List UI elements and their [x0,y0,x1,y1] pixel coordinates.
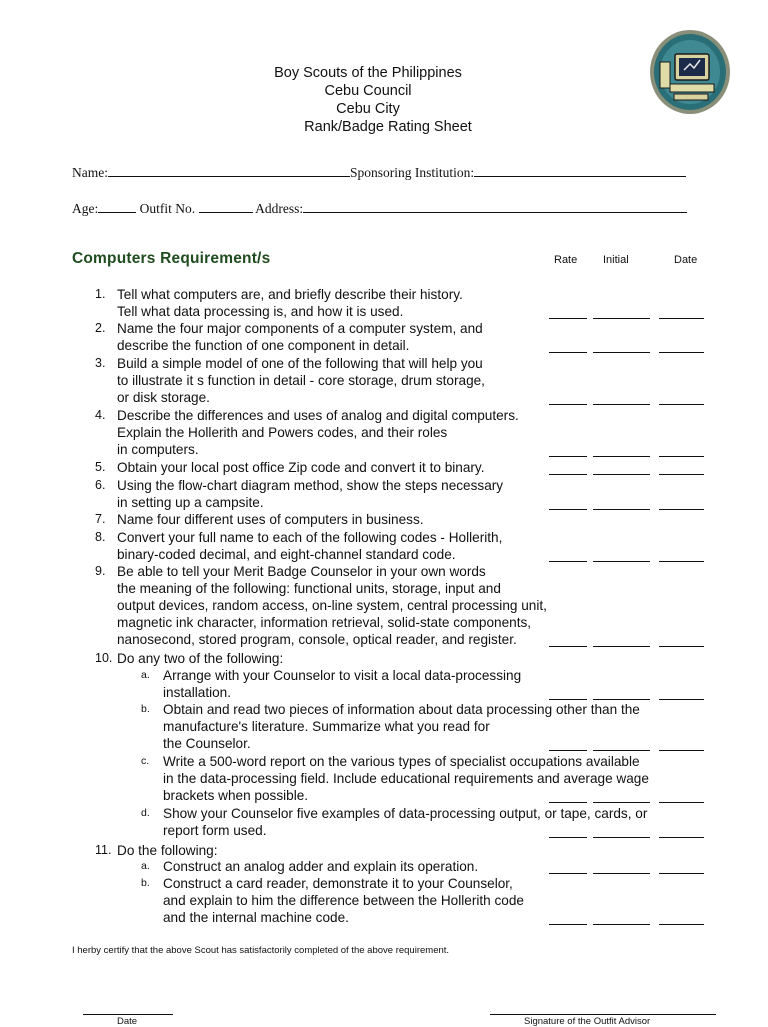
rating-initial-blank[interactable] [593,750,650,751]
requirement-text: or disk storage. [117,390,210,405]
requirement-text: Obtain your local post office Zip code and convert it to binary. [117,460,485,475]
requirement-text: the meaning of the following: functional units, storage, input and [117,581,501,596]
rating-blanks [549,509,705,511]
certification-text: I herby certify that the above Scout has satisfactorily completed of the above requirement. [72,945,450,956]
requirement-number: 8. [95,530,106,544]
requirement-text: to illustrate it s function in detail - core storage, drum storage, [117,373,485,388]
rating-rate-blank[interactable] [549,750,587,751]
requirement-text: output devices, random access, on-line system, central processing unit, [117,598,547,613]
requirement-text: and the internal machine code. [163,910,349,925]
requirement-text: Obtain and read two pieces of information about data processing other than the [163,702,640,717]
col-initial: Initial [603,254,629,266]
age-field[interactable] [98,198,136,213]
rating-initial-blank[interactable] [593,456,650,457]
date-signature-line[interactable] [83,1014,173,1015]
requirement-number: a. [141,669,150,681]
rating-date-blank[interactable] [659,456,704,457]
rating-date-blank[interactable] [659,352,704,353]
rating-blanks [549,456,705,458]
rating-initial-blank[interactable] [593,509,650,510]
requirement-number: 11. [95,843,112,857]
requirement-number: d. [141,807,150,819]
requirement-text: binary-coded decimal, and eight-channel standard code. [117,547,456,562]
requirement-text: in setting up a campsite. [117,495,264,510]
city-name: Cebu City [336,101,400,117]
advisor-signature-line[interactable] [490,1014,716,1015]
rating-rate-blank[interactable] [549,318,587,319]
rating-date-blank[interactable] [659,924,704,925]
org-name: Boy Scouts of the Philippines [274,65,462,81]
address-label: Address: [255,201,304,216]
rating-rate-blank[interactable] [549,404,587,405]
requirement-text: Tell what computers are, and briefly describe their history. [117,287,463,302]
rating-rate-blank[interactable] [549,924,587,925]
rating-blanks [549,873,705,875]
council-name: Cebu Council [324,83,412,99]
requirement-number: 3. [95,356,106,370]
rating-initial-blank[interactable] [593,837,650,838]
requirement-text: Construct an analog adder and explain its operation. [163,859,479,874]
sponsor-label: Sponsoring Institution: [350,165,475,180]
requirement-text: Construct a card reader, demonstrate it to your Counselor, [163,876,513,891]
rating-date-blank[interactable] [659,474,704,475]
requirement-text: installation. [163,685,232,700]
requirement-text: Tell what data processing is, and how it is used. [117,304,404,319]
section-title: Computers Requirement/s [72,250,271,267]
rating-date-blank[interactable] [659,873,704,874]
advisor-signature-label: Signature of the Outfit Advisor [524,1016,651,1027]
rating-date-blank[interactable] [659,404,704,405]
requirement-number: b. [141,703,150,715]
computers-merit-badge-icon [648,28,732,116]
col-rate: Rate [554,254,578,266]
rating-blanks [549,802,705,804]
date-signature-label: Date [117,1016,138,1027]
rating-blanks [549,837,705,839]
rating-blanks [549,561,705,563]
rating-initial-blank[interactable] [593,561,650,562]
rating-rate-blank[interactable] [549,456,587,457]
requirement-text: in the data-processing field. Include educational requirements and average wage [163,771,649,786]
rating-rate-blank[interactable] [549,352,587,353]
rating-date-blank[interactable] [659,646,704,647]
rating-blanks [549,646,705,648]
requirement-number: 9. [95,564,106,578]
rating-date-blank[interactable] [659,837,704,838]
rating-initial-blank[interactable] [593,873,650,874]
rating-date-blank[interactable] [659,750,704,751]
requirement-text: Do any two of the following: [117,651,284,666]
requirement-text: Describe the differences and uses of analog and digital computers. [117,408,519,423]
requirement-number: 10. [95,651,113,665]
rating-blanks [549,318,705,320]
rating-rate-blank[interactable] [549,509,587,510]
rating-date-blank[interactable] [659,561,704,562]
requirement-text: Name the four major components of a computer system, and [117,321,483,336]
address-field[interactable] [303,198,687,213]
rating-blanks [549,404,705,406]
sponsor-field[interactable] [474,162,686,177]
requirement-text: Be able to tell your Merit Badge Counselor in your own words [117,564,486,579]
name-label: Name: [72,165,108,180]
rating-initial-blank[interactable] [593,699,650,700]
requirement-text: describe the function of one component in detail. [117,338,410,353]
requirement-text: and explain to him the difference between the Hollerith code [163,893,524,908]
requirement-text: Arrange with your Counselor to visit a local data-processing [163,668,522,683]
requirement-number: b. [141,877,150,889]
rating-initial-blank[interactable] [593,924,650,925]
requirement-text: Build a simple model of one of the following that will help you [117,356,483,371]
requirement-number: 7. [95,512,106,526]
rating-rate-blank[interactable] [549,474,587,475]
rating-rate-blank[interactable] [549,873,587,874]
requirement-text: Show your Counselor five examples of data-processing output, or tape, cards, or [163,806,648,821]
rating-rate-blank[interactable] [549,837,587,838]
requirement-number: 6. [95,478,106,492]
rating-initial-blank[interactable] [593,352,650,353]
requirement-number: a. [141,860,150,872]
rating-initial-blank[interactable] [593,318,650,319]
requirement-text: manufacture's literature. Summarize what you read for [163,719,490,734]
requirement-text: Do the following: [117,843,218,858]
name-row [72,162,686,181]
outfit-label: Outfit No. [139,201,196,216]
rating-blanks [549,924,705,926]
page-title: Rank/Badge Rating Sheet [304,119,472,135]
requirement-number: 2. [95,321,106,335]
rating-date-blank[interactable] [659,318,704,319]
rating-rate-blank[interactable] [549,802,587,803]
rating-blanks [549,352,705,354]
rating-blanks [549,474,705,476]
rating-rate-blank[interactable] [549,561,587,562]
requirement-text: brackets when possible. [163,788,309,803]
age-label: Age: [72,201,99,216]
col-date: Date [674,254,698,266]
rating-rate-blank[interactable] [549,646,587,647]
requirement-text: report form used. [163,823,267,838]
rating-initial-blank[interactable] [593,474,650,475]
requirement-text: Explain the Hollerith and Powers codes, and their roles [117,425,448,440]
rating-date-blank[interactable] [659,802,704,803]
requirement-text: nanosecond, stored program, console, optical reader, and register. [117,632,517,647]
requirement-number: 5. [95,460,106,474]
requirement-text: Name four different uses of computers in business. [117,512,424,527]
requirement-text: Write a 500-word report on the various types of specialist occupations available [163,754,640,769]
requirement-text: magnetic ink character, information retrieval, solid-state components, [117,615,532,630]
rating-initial-blank[interactable] [593,802,650,803]
requirement-text: Convert your full name to each of the following codes - Hollerith, [117,530,503,545]
age-row [72,198,687,217]
rating-date-blank[interactable] [659,699,704,700]
requirement-number: c. [141,755,150,767]
rating-blanks [549,750,705,752]
requirement-number: 4. [95,408,106,422]
rating-rate-blank[interactable] [549,699,587,700]
requirement-text: Using the flow-chart diagram method, show the steps necessary [117,478,504,493]
rating-initial-blank[interactable] [593,646,650,647]
rating-initial-blank[interactable] [593,404,650,405]
outfit-field[interactable] [199,198,253,213]
requirement-text: the Counselor. [163,736,251,751]
name-field[interactable] [108,162,350,177]
rating-date-blank[interactable] [659,509,704,510]
requirement-text: in computers. [117,442,199,457]
requirement-number: 1. [95,287,106,301]
